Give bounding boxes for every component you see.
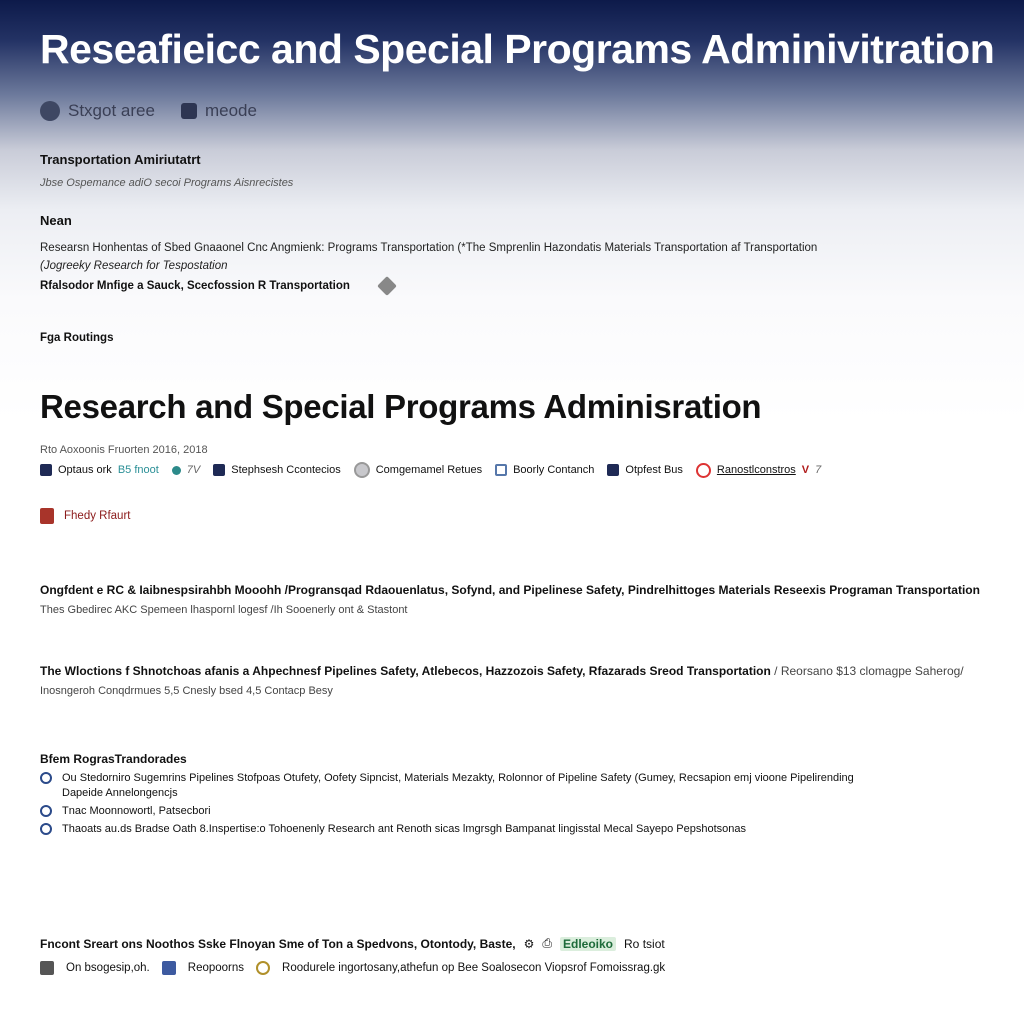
footer-end-text: Ro tsiot — [624, 936, 665, 951]
footer-text: Fncont Sreart ons Noothos Sske Flnoyan Sme of Ton a Spedvons, Otontody, Baste, — [40, 936, 516, 951]
dateline: Rto Aoxoonis Fruorten 2016, 2018 — [40, 444, 208, 456]
footer-line — [40, 936, 1000, 951]
news-body — [40, 240, 990, 276]
document-icon — [495, 464, 507, 476]
bus-icon — [607, 464, 619, 476]
alert-icon — [696, 463, 711, 478]
list-title: Bfem RograsTrandorades — [40, 752, 187, 766]
tag-icon — [377, 276, 397, 296]
nav-item-label: Stephsesh Ccontecios — [231, 464, 341, 476]
print-icon[interactable]: ⎙ — [542, 936, 552, 950]
nav-item-bus[interactable] — [607, 464, 682, 476]
footer-link[interactable]: Roodurele ingortosany,athefun op Bee Soalosecon Viopsrof Fomoissrag.gk — [282, 962, 666, 974]
nav-item-label: Otpfest Bus — [625, 464, 683, 476]
nav-item-options[interactable] — [40, 464, 159, 476]
footer-link[interactable]: Reopoorns — [187, 962, 245, 974]
home-icon — [40, 961, 54, 975]
nav-item-count: 7 — [815, 464, 822, 476]
globe-icon — [354, 462, 370, 478]
article-headline-row — [40, 664, 1000, 678]
featured-label: Fhedy Rfaurt — [64, 510, 131, 522]
topbar-item-mode[interactable] — [181, 101, 257, 121]
nav-item-extra[interactable]: B5 fnoot — [117, 464, 159, 476]
news-link-row[interactable] — [40, 279, 990, 293]
article-block — [40, 583, 1000, 616]
nav-item-resources[interactable] — [696, 463, 821, 478]
bullet-icon — [40, 805, 52, 817]
news-link[interactable]: Rfalsodor Mnfige a Sauck, Scecfossion R Transportation — [40, 279, 350, 292]
article-block — [40, 664, 1000, 697]
article-headline[interactable]: The Wloctions f Shnotchoas afanis a Ahpechnesf Pipelines Safety, Atlebecos, Hazzozois Safety, Rfazarads Sreod Transportation — [40, 664, 771, 678]
search-icon — [40, 101, 60, 121]
nav-item-contact[interactable] — [495, 464, 594, 476]
page-title: Research and Special Programs Adminisration — [40, 388, 762, 425]
contacts-icon — [213, 464, 225, 476]
footer-link[interactable]: On bsogesip,oh. — [66, 962, 150, 974]
article-headline-extra: / Reorsano $13 clomagpe Saherog/ — [774, 664, 964, 678]
footer-links — [40, 961, 1000, 975]
list-item-text: Tnac Moonnowortl, Patsecbori — [62, 805, 211, 817]
bullet-icon — [40, 823, 52, 835]
list-item[interactable] — [40, 823, 1000, 835]
nav-item-contacts[interactable] — [213, 464, 340, 476]
topbar-item-label: meode — [204, 101, 257, 120]
section-label: Fga Routings — [40, 332, 114, 344]
article-headline[interactable]: Ongfdent e RC & Iaibnespsirahbh Mooohh /Progransqad Rdaouenlatus, Sofynd, and Pipelinese Safety, Pindrelhittoges Materials Reseexis Programan Transportation — [40, 583, 980, 597]
nav-item-returns[interactable] — [354, 462, 482, 478]
dot-icon — [172, 466, 181, 475]
users-icon — [40, 464, 52, 476]
featured-link[interactable] — [40, 508, 130, 524]
bullet-icon — [40, 772, 52, 784]
partner-logo[interactable]: Edleoiko — [560, 937, 616, 951]
list-item[interactable] — [40, 805, 1000, 817]
nav-item-label: 7V — [186, 464, 201, 476]
nav-item-label: Comgemamel Retues — [375, 464, 483, 476]
seal-icon — [256, 961, 270, 975]
report-icon — [40, 508, 54, 524]
program-list — [40, 752, 1000, 835]
news-section — [40, 213, 990, 293]
agency-subtitle: Jbse Ospemance adiO secoi Programs Aisnrecistes — [40, 177, 294, 189]
agency-name: Transportation Amiriutatrt — [40, 152, 201, 167]
list-item-text: Ou Stedorniro Sugemrins Pipelines Stofpoas Otufety, Oofety Sipncist, Materials Mezakty, Rolonnor of Pipeline Safety (Gumey, Recsapion emj vioone Pipelirending — [62, 772, 854, 784]
nav-item-7v[interactable] — [172, 464, 200, 476]
news-line: (Jogreeky Research for Tespostation — [40, 259, 228, 272]
list-item[interactable] — [40, 772, 1000, 784]
list-item-sub: Dapeide Annelongencjs — [62, 787, 178, 799]
article-subline: Thes Gbedirec AKC Spemeen lhaspornl logesf /Ih Sooenerly ont & Stastont — [40, 604, 408, 616]
topbar-item-search[interactable] — [40, 101, 155, 121]
nav-row — [40, 462, 990, 478]
agency-header — [40, 152, 293, 189]
nav-item-badge: V — [801, 464, 810, 476]
top-bar — [40, 101, 257, 121]
news-title: Nean — [40, 213, 72, 228]
grid-icon — [162, 961, 176, 975]
settings-icon[interactable]: ⚙ — [523, 936, 535, 951]
article-subline: Inosngeroh Conqdrmues 5,5 Cnesly bsed 4,5 Contacp Besy — [40, 685, 333, 697]
nav-item-label: Ranostlconstros — [716, 464, 796, 476]
topbar-item-label: Stxgot aree — [68, 101, 155, 120]
banner-title: Reseafieicc and Special Programs Adminivitration — [40, 26, 995, 72]
nav-item-label: Boorly Contanch — [513, 464, 595, 476]
nav-item-label: Optaus ork — [58, 464, 112, 476]
mode-icon — [181, 103, 197, 119]
list-item-text: Thaoats au.ds Bradse Oath 8.Inspertise:o Tohoenenly Research ant Renoth sicas lmgrsgh Bampanat lingisstal Mecal Sayepo Pepshotsonas — [62, 823, 747, 835]
footer — [40, 936, 1000, 975]
news-line: Researsn Honhentas of Sbed Gnaaonel Cnc Angmienk: Programs Transportation (*The Smprenlin Hazondatis Materials Transportation af Transportation — [40, 242, 818, 254]
